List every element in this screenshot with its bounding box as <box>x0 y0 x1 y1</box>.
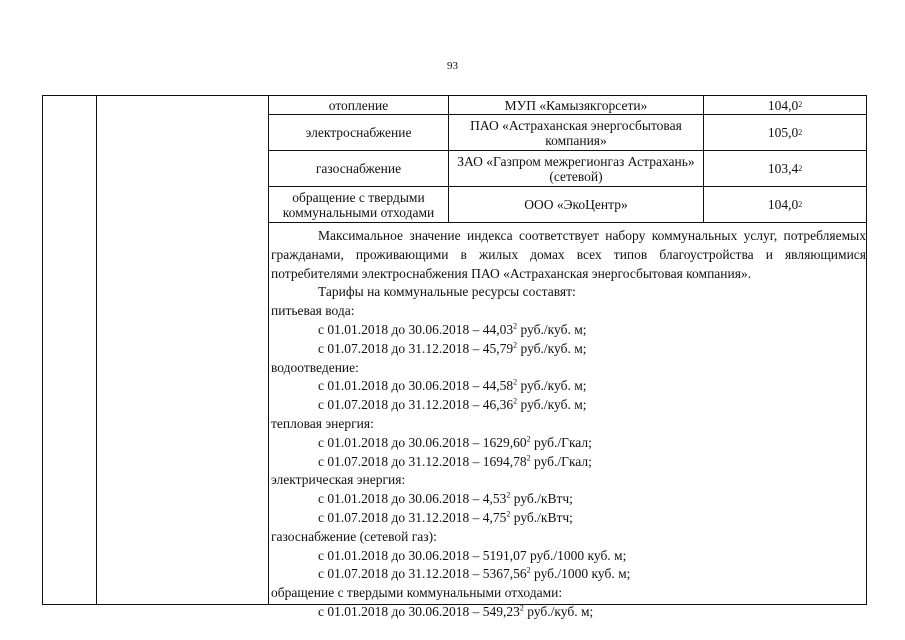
table-cell-index: 103,4 2 <box>767 161 803 176</box>
group-title: обращение с твердыми коммунальными отходами: <box>271 585 563 601</box>
row-divider <box>268 222 866 223</box>
column-divider <box>96 96 97 604</box>
tariff-line: с 01.07.2018 до 31.12.2018 – 46,36$^2$ руб./куб. м; <box>318 396 587 413</box>
group-title: электрическая энергия: <box>271 472 406 488</box>
table-cell-provider: ПАО «Астраханская энергосбытовая компания» <box>470 117 682 148</box>
table-cell-provider: ЗАО «Газпром межрегионгаз Астрахань» (сетевой) <box>457 153 695 184</box>
table-cell-service: отопление <box>328 97 389 113</box>
table-cell-index: 105,0 2 <box>767 125 803 140</box>
tariff-line: с 01.07.2018 до 31.12.2018 – 5367,56$^2$ руб./1000 куб. м; <box>318 565 631 582</box>
group-title: тепловая энергия: <box>271 415 374 431</box>
intro-paragraph: Максимальное значение индекса соответствует набору коммунальных услуг, потребляемых гражданами, проживающими в жилых домах всех типов благоустройства и являющимися потребителями электроснабжения ПАО «Астраханская энергосбытовая компания». <box>271 228 866 281</box>
tariffs-heading: Тарифы на коммунальные ресурсы составят: <box>318 284 576 300</box>
group-title: газоснабжение (сетевой газ): <box>271 528 437 544</box>
tariff-line: с 01.07.2018 до 31.12.2018 – 4,75$^2$ руб./кВтч; <box>318 509 573 525</box>
tariff-line: с 01.01.2018 до 30.06.2018 – 1629,60$^2$ руб./Гкал; <box>318 434 592 450</box>
tariff-line: с 01.01.2018 до 30.06.2018 – 44,03$^2$ руб./куб. м; <box>318 321 587 337</box>
tariff-line: с 01.01.2018 до 30.06.2018 – 549,23$^2$ руб./куб. м; <box>318 603 594 619</box>
tariff-line: с 01.07.2018 до 31.12.2018 – 45,79$^2$ руб./куб. м; <box>318 340 587 356</box>
table-cell-index: 104,0 2 <box>767 197 803 212</box>
table-cell-index: 104,0 2 <box>767 97 803 113</box>
table-cell-provider: МУП «Камызякгорсети» <box>504 97 648 113</box>
tariff-line: с 01.01.2018 до 30.06.2018 – 5191,07 руб./1000 куб. м; <box>318 547 627 563</box>
group-title: питьевая вода: <box>271 303 355 319</box>
group-title: водоотведение: <box>271 359 359 375</box>
table-cell-service: газоснабжение <box>315 161 402 176</box>
table-cell-service: электроснабжение <box>305 125 412 140</box>
tariff-line: с 01.07.2018 до 31.12.2018 – 1694,78$^2$ руб./Гкал; <box>318 453 592 469</box>
document-table <box>42 95 867 619</box>
table-cell-service: обращение с твердыми коммунальными отходами <box>282 189 435 220</box>
tariffs-text <box>271 227 866 622</box>
table-cell-provider: ООО «ЭкоЦентр» <box>524 197 628 212</box>
page-number: 93 <box>447 60 458 72</box>
tariff-line: с 01.01.2018 до 30.06.2018 – 4,53$^2$ руб./кВтч; <box>318 490 573 507</box>
tariff-line: с 01.01.2018 до 30.06.2018 – 44,58$^2$ руб./куб. м; <box>318 377 587 394</box>
